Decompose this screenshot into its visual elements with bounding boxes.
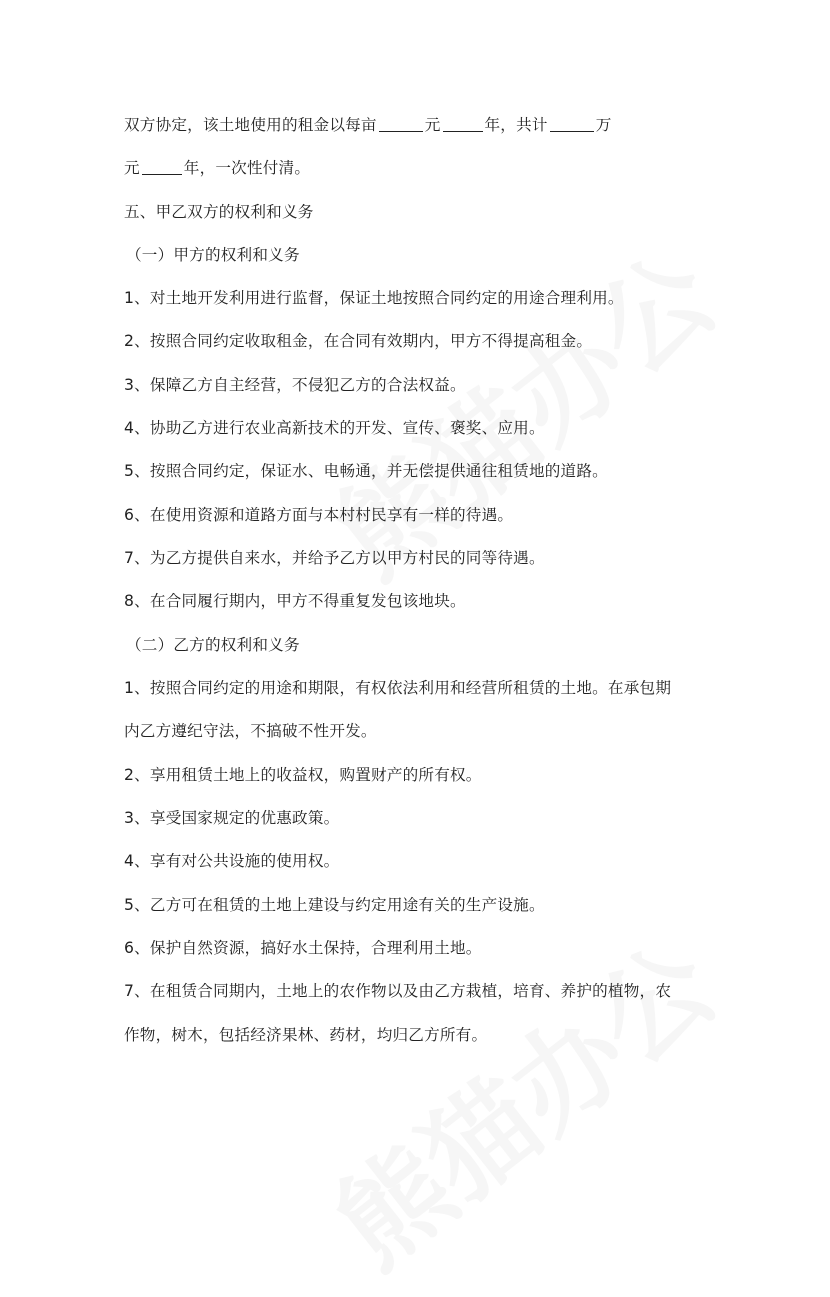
list-item: 2、享用租赁土地上的收益权，购置财产的所有权。 bbox=[124, 766, 482, 784]
party-a-title: （一）甲方的权利和义务 bbox=[126, 246, 300, 264]
blank-field bbox=[550, 115, 594, 132]
list-item: 1、按照合同约定的用途和期限，有权依法利用和经营所租赁的土地。在承包期 bbox=[124, 679, 672, 697]
list-item: 6、保护自然资源，搞好水土保持，合理利用土地。 bbox=[124, 939, 482, 957]
list-item: 7、在租赁合同期内，土地上的农作物以及由乙方栽植，培育、养护的植物，农 bbox=[124, 982, 672, 1000]
text: 元 bbox=[424, 116, 441, 134]
text: 年，共计 bbox=[484, 116, 548, 134]
party-b-title: （二）乙方的权利和义务 bbox=[126, 636, 300, 654]
blank-field bbox=[379, 115, 423, 132]
list-item: 7、为乙方提供自来水，并给予乙方以甲方村民的同等待遇。 bbox=[124, 549, 545, 567]
list-item: 4、享有对公共设施的使用权。 bbox=[124, 852, 340, 870]
list-item: 8、在合同履行期内，甲方不得重复发包该地块。 bbox=[124, 592, 466, 610]
text: 万 bbox=[595, 116, 612, 134]
text: 年，一次性付清。 bbox=[183, 159, 311, 177]
list-item: 3、享受国家规定的优惠政策。 bbox=[124, 809, 340, 827]
text: 双方协定，该土地使用的租金以每亩 bbox=[124, 116, 377, 134]
list-item-continuation: 作物，树木，包括经济果林、药材，均归乙方所有。 bbox=[124, 1026, 488, 1044]
text: 元 bbox=[124, 159, 140, 177]
rent-line bbox=[124, 114, 611, 136]
list-item: 6、在使用资源和道路方面与本村村民享有一样的待遇。 bbox=[124, 506, 514, 524]
list-item: 5、按照合同约定，保证水、电畅通，并无偿提供通往租赁地的道路。 bbox=[124, 462, 608, 480]
list-item: 1、对土地开发利用进行监督，保证土地按照合同约定的用途合理利用。 bbox=[124, 289, 624, 307]
list-item-continuation: 内乙方遵纪守法，不搞破不性开发。 bbox=[124, 722, 377, 740]
watermark bbox=[298, 901, 742, 1296]
list-item: 4、协助乙方进行农业高新技术的开发、宣传、褒奖、应用。 bbox=[124, 419, 545, 437]
blank-field bbox=[443, 115, 483, 132]
rent-line-2 bbox=[124, 157, 310, 179]
section-five-title: 五、甲乙双方的权利和义务 bbox=[124, 203, 314, 221]
list-item: 3、保障乙方自主经营，不侵犯乙方的合法权益。 bbox=[124, 376, 466, 394]
blank-field bbox=[142, 158, 182, 175]
list-item: 2、按照合同约定收取租金，在合同有效期内，甲方不得提高租金。 bbox=[124, 332, 593, 350]
list-item: 5、乙方可在租赁的土地上建设与约定用途有关的生产设施。 bbox=[124, 896, 545, 914]
